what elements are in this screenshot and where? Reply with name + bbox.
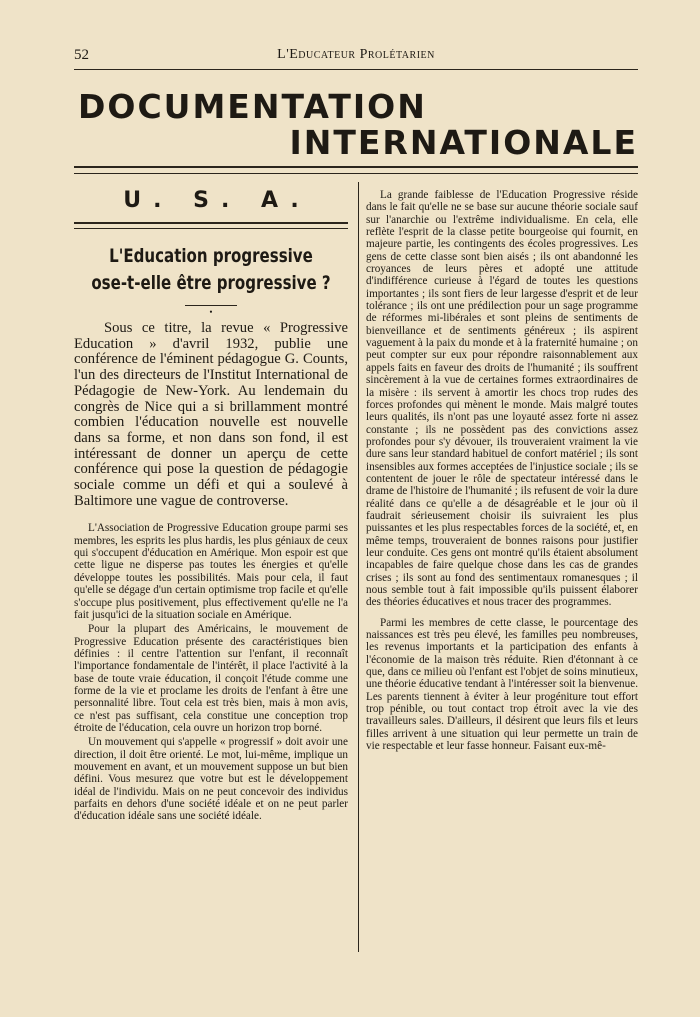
page-number: 52 [74,47,89,63]
right-column [366,189,638,752]
body-paragraph: L'Association de Progressive Education groupe parmi ses membres, les esprits les plus hardis, les plus géniaux de ceux qui s'occupent d'éducation en Amérique. Mon espoir est que cette ligue ne disperse pas toutes les énergies et qu'elle développe toutes les possibilités. Mais pour cela, il faut qu'elle se dégage d'un certain optimisme trop facile et qu'elle s'occupe plus positivement, plus effectivement qu'elle ne l'a fait jusqu'ici de la situation sociale en Amérique. [74,522,348,621]
separator-dot: • [209,307,213,317]
journal-title: L'Educateur Prolétarien [277,47,435,62]
section-title-line-1: DOCUMENTATION [78,87,427,126]
section-rule [74,166,638,174]
column-divider [358,182,359,952]
body-paragraph: Parmi les membres de cette classe, le pourcentage des naissances est très peu élevé, les familles peu nombreuses, les revenus importants et la participation des enfants à l'économie de la maison très réduite. Rien d'étonnant à ce que, dans ce milieu où l'enfant est l'objet de soins minutieux, une théorie éducative tendant à l'intéresser soit la bienvenue. Les parents tiennent à éviter à leur progéniture tout effort trop pénible, ou tout contact trop étroit avec la vie des travailleurs sales. D'ailleurs, il désirent que leurs fils et leurs filles arrivent à une situation qui leur permette un train de vie respectable et leur fasse honneur. Faisant eux-mê- [366,616,638,753]
header-rule [74,69,638,70]
section-title-line-2: INTERNATIONALE [289,123,638,162]
body-paragraph: Un mouvement qui s'appelle « progressif » doit avoir une direction, il doit être orienté. Le mot, lui-même, implique un mouvement en avant, et un mouvement suppose un but bien défini. Vous mesurez que votre but est le développement idéal de l'individu. Mais on ne peut concevoir des individus parfaits en dehors d'une société idéale et on ne peut parler d'éducation idéale sans une société idéale. [74,736,348,823]
intro-paragraph: Sous ce titre, la revue « Progressive Education » d'avril 1932, publie une conférence de l'éminent pédagogue G. Counts, l'un des directeurs de l'Institut International de Pédagogie de New-York. Au lendemain du congrès de Nice qui a si brillamment montré combien l'éducation nouvelle est nouvelle dans sa forme, et non dans son fond, il est intéressant de donner un aperçu de cette conférence qui pose la question de pédagogie sociale comme un défi et qui a soulevé à Baltimore une vague de controverse. [74,320,348,509]
running-header [74,47,638,67]
article-title: L'Education progressive ose-t-elle être progressive ? [91,245,331,294]
left-column [74,186,348,823]
country-rule [74,222,348,229]
body-paragraph: La grande faiblesse de l'Education Progressive réside dans le fait qu'elle ne se base sur aucune théorie sociale sauf sur l'anarchie ou l'extrême individualisme. En cela, elle reflète l'esprit de la classe petite bourgeoise qui fournit, en majeure partie, les contingents des écoles progressives. Les gens de cette classe sont bien aisés ; ils ont abandonné les croyances de leurs pères et adopté une attitude d'indifférence curieuse à l'égard de toutes les questions importantes ; ils sont fiers de leur largesse d'esprit et de leur tolérance ; ils ont une prédilection pour un sage programme de réformes mi-libérales et sont pleins de sentiments de bienveillance et de sentiments généreux ; ils aspirent vaguement à la paix du monde et à la fraternité humaine ; on peut compter sur eux pour répondre raisonnablement aux appels faits en faveur des droits de l'humanité ; ils souffrent sincèrement à la vue de certaines formes extraordinaires de la misère : ils servent à amortir les chocs trop rudes des forces profondes qui mènent le monde. Mais malgré toutes leurs qualités, ils n'ont pas une loyauté assez forte ni assez constante ; ils ne possèdent pas des convictions assez profondes pour s'y dévouer, ils trouveraient vraiment la vie dure sans leur standard habituel de confort matériel ; ils sont insensibles aux formes acceptées de l'injustice sociale ; ils se contentent de jouer le rôle de spectateur intéressé dans le drame de l'histoire de l'humanité ; ils refusent de voir la dure réalité dans ce qu'elle a de désagréable et le jour où il faudrait sérieusement choisir ils suivraient les plus puissantes et les plus respectables forces de la société, et, en même temps, trouveraient de bonnes raisons pour justifier leur conduite. Ces gens ont montré qu'ils étaient absolument incapables de faire quelque chose dans les cas de grandes crises ; ils sont au fond des sentimentaux romanesques ; il nous semble tout à fait impossible qu'ils puissent élaborer des théories éducatives et nous tracer des programmes. [366,189,638,609]
body-paragraph: Pour la plupart des Américains, le mouvement de Progressive Education présente des caractéristiques bien définies : il centre l'attention sur l'enfant, il reconnaît l'importance fondamentale de l'intérêt, il place l'activité à la base de toute vraie éducation, il conçoit l'étude comme une forme de la vie et proclame les droits de l'enfant à être une personnalité libre. Tout cela est très bien, mais à mon avis, ce n'est pas suffisant, cela constitue une conception trop étroite de l'éducation, cela ouvre un horizon trop borné. [74,623,348,734]
title-rule [185,305,237,306]
country-heading: U. S. A. [123,188,311,213]
